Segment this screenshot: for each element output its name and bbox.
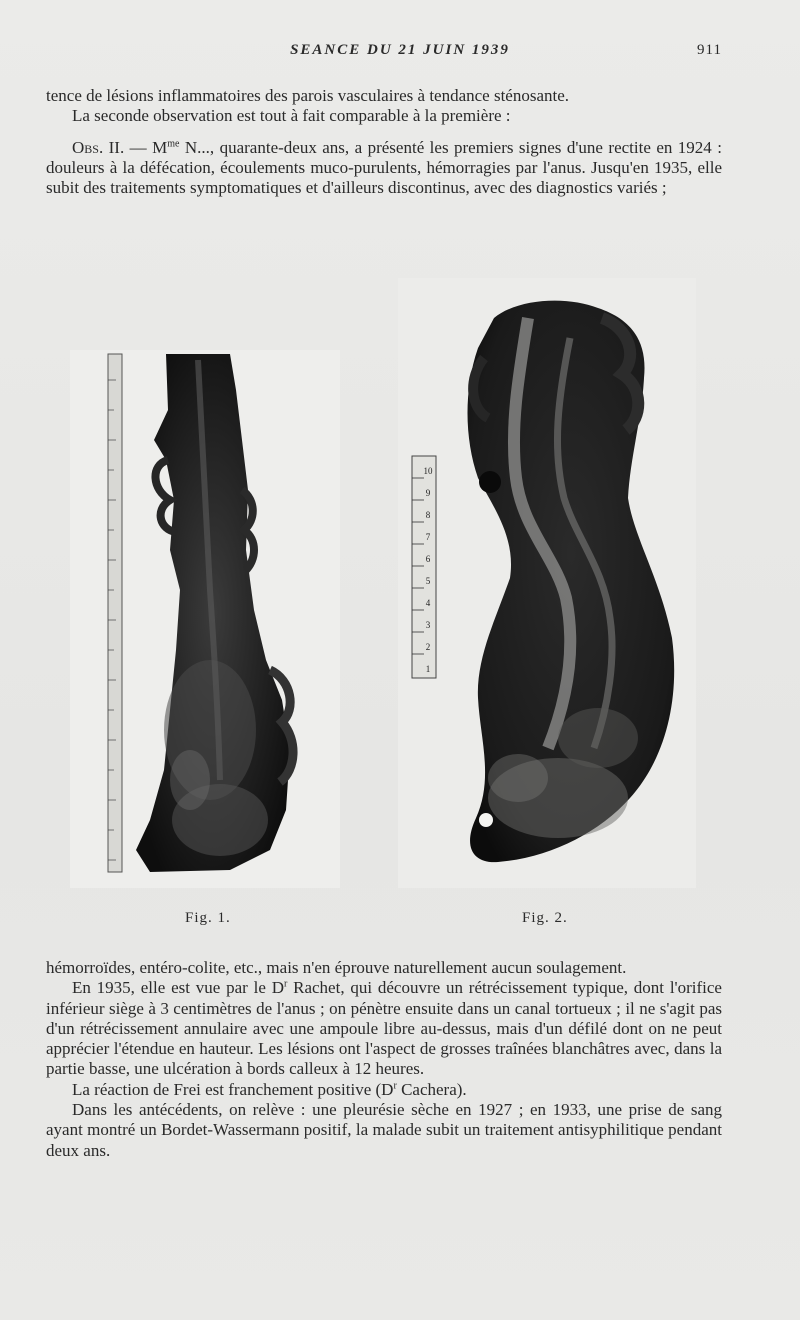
paragraph-intro: La seconde observation est tout à fait comparable à la première : bbox=[72, 106, 511, 126]
p3-sup: r bbox=[393, 1080, 397, 1092]
p2-part-b: Rachet, qui découvre un rétrécissement typique, dont l'orifice inférieur siège à 3 centimètres de l'anus ; on pénètre ensuite dans un canal tortueux ; il ne s'agit pas d'un rétrécissement annulaire avec une ampoule libre au-dessus, mais d'un défilé dont on ne peut apprécier l'étendue en hauteur. Les lésions ont l'aspect de grosses traînées blanchâtres avec, dans la partie basse, une ulcération à bords calleux à 12 heures. bbox=[46, 978, 722, 1079]
bottom-text-block bbox=[46, 958, 722, 1161]
obs-dash: — M bbox=[124, 137, 168, 157]
paragraph-continuation: tence de lésions inflammatoires des parois vasculaires à tendance sténosante. bbox=[46, 86, 570, 105]
p3-part-b: Cachera). bbox=[396, 1079, 467, 1099]
obs-body: N..., quarante-deux ans, a présenté les premiers signes d'une rectite en 1924 : douleurs à la défécation, écoulements muco-purulents, hémorragies par l'anus. Jusqu'en 1935, elle subit des traitements symptomatiques et d'ailleurs discontinus, avec des diagnostics variés ; bbox=[46, 137, 722, 198]
paragraph-rachet bbox=[46, 978, 722, 1079]
ruler-digit: 1 bbox=[425, 664, 431, 674]
page-number: 911 bbox=[697, 42, 722, 58]
p2-sup: r bbox=[283, 978, 288, 990]
header-title: SEANCE DU 21 JUIN 1939 bbox=[290, 42, 510, 58]
figure-1-image bbox=[70, 350, 340, 888]
ruler-digit: 2 bbox=[425, 642, 431, 652]
top-text-block bbox=[46, 86, 722, 198]
paragraph-continuation-2: hémorroïdes, entéro-colite, etc., mais n'en éprouve naturellement aucun soulagement. bbox=[46, 958, 627, 977]
paragraph-observation bbox=[46, 138, 722, 199]
ruler-digit: 4 bbox=[425, 598, 431, 608]
ruler-digit: 3 bbox=[425, 620, 431, 630]
ruler-digit: 5 bbox=[425, 576, 431, 586]
ruler-digit: 7 bbox=[425, 532, 431, 542]
ruler-digit: 6 bbox=[425, 554, 431, 564]
p2-part-a: En 1935, elle est vue par le D bbox=[72, 978, 284, 998]
ruler-digit: 10 bbox=[423, 466, 433, 476]
obs-label: Obs. II. bbox=[72, 137, 125, 157]
p3-part-a: La réaction de Frei est franchement positive (D bbox=[72, 1079, 394, 1099]
ruler-digit: 9 bbox=[425, 488, 431, 498]
figure-2-photo bbox=[398, 278, 696, 888]
paragraph-antecedents: Dans les antécédents, on relève : une pleurésie sèche en 1927 ; en 1933, une prise de sang ayant montré un Bordet-Wassermann positif, la malade subit un traitement antisyphilitique pendant deux ans. bbox=[46, 1100, 722, 1160]
figure-2-image bbox=[398, 278, 696, 888]
ruler-digit: 8 bbox=[425, 510, 431, 520]
running-header bbox=[0, 42, 800, 66]
figure-1-photo bbox=[70, 350, 340, 888]
paragraph-frei bbox=[46, 1080, 722, 1100]
figure-2-caption: Fig. 2. bbox=[522, 910, 568, 926]
figure-1-caption: Fig. 1. bbox=[185, 910, 231, 926]
obs-sup: me bbox=[167, 137, 180, 149]
